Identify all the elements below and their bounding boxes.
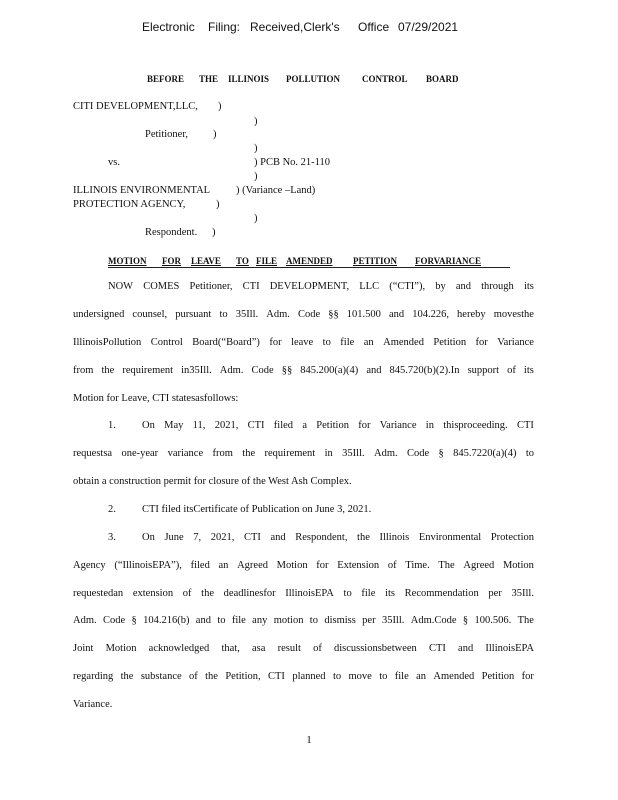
court-title-word: THE [199,74,219,84]
body-word: 35Ill. [342,448,365,459]
body-word: Extension [337,560,380,571]
body-word: an [416,671,427,682]
body-word: to [332,671,342,682]
body-word: The [438,560,455,571]
body-word: asa [252,643,266,654]
body-word: the [120,671,134,682]
caption-paren: ) [254,116,258,127]
body-word: IllinoisEPA [285,588,334,599]
body-word: Illinois [379,532,410,543]
body-word: Variance [497,337,534,348]
body-word: any [252,615,268,626]
body-word: a [302,420,307,431]
body-word: to [343,588,352,599]
body-word: undersigned [73,309,125,320]
body-word: support [467,365,500,376]
body-word: its [523,365,534,376]
body-word: to [379,671,388,682]
body-word: and [388,309,405,320]
body-word: requirement [264,448,316,459]
body-word: 2021, [210,532,235,543]
filing-label: Filing: [208,20,241,34]
motion-title-word: TO [236,256,249,266]
body-word: 104.226, [412,309,449,320]
body-word: Adm. [73,615,97,626]
body-line [142,420,534,431]
body-word: 35Ill. [235,309,259,320]
body-word: and [458,643,474,654]
body-word: and [195,615,211,626]
body-word: filed [190,560,210,571]
body-word: motion [273,615,304,626]
body-word: and [270,532,286,543]
body-word: counsel, [132,309,168,320]
body-word: Agreed [237,560,268,571]
body-word: the [201,588,214,599]
body-word: CTI [247,420,265,431]
respondent-label: Respondent. [145,227,198,238]
motion-title-underline [108,267,510,268]
body-word: Recommendation [404,588,479,599]
court-title-word: POLLUTION [286,74,341,84]
body-word: § [131,615,137,626]
motion-title-word: PETITION [353,256,398,266]
body-word: the [242,448,256,459]
body-word: NOW [108,281,134,292]
filing-office-label: Office [358,20,390,34]
body-word: CTI [243,532,261,543]
body-word: variance [167,448,204,459]
body-word: CTI [516,420,534,431]
body-word: Code [251,365,274,376]
body-line [73,337,534,348]
motion-title-word: MOTION [108,256,147,266]
body-word: Petitioner, [189,281,233,292]
court-title-word: ILLINOIS [228,74,270,84]
case-number: ) PCB No. 21-110 [254,157,331,168]
body-word: Motion [502,560,534,571]
body-word: leave [291,337,314,348]
body-word: On [142,532,155,543]
body-word: for [521,671,534,682]
body-word: of [507,365,516,376]
body-word: dismiss [324,615,356,626]
body-word: Motion [276,560,308,571]
body-word: file [231,615,246,626]
body-line [108,281,534,292]
body-word: in [425,420,434,431]
body-word: 845.200(a)(4) [300,365,359,376]
body-word: to [217,615,226,626]
body-word: Control [150,337,183,348]
body-word: of [313,643,322,654]
body-word: Time. [405,560,430,571]
body-word: June [164,532,184,543]
body-word: Amended [383,337,424,348]
body-word: Adm.Code [410,615,457,626]
body-word: file [394,671,409,682]
body-word: IllinoisPollution [73,337,142,348]
case-type: ) (Variance –Land) [236,185,316,196]
body-word: per [362,615,376,626]
paragraph-number: 1. [108,420,116,431]
caption-paren: ) [218,101,222,112]
body-word: in [324,448,333,459]
caption-paren: ) [254,143,258,154]
body-word: Joint [73,643,94,654]
body-word: and [455,281,472,292]
body-word: for [475,337,488,348]
body-line [73,309,534,320]
body-word: CTI [428,643,446,654]
body-line [142,532,534,543]
body-word: Agreed [463,560,495,571]
body-word: §§ [281,365,293,376]
body-word: from [212,448,233,459]
body-word: Amended [433,671,475,682]
body-word: Code [407,448,430,459]
body-word: CTI [268,671,285,682]
court-title-word: BOARD [426,74,459,84]
body-word: The [517,615,534,626]
body-word: and [366,365,382,376]
filing-received-label: Received,Clerk's [250,20,340,34]
caption-paren: ) [216,199,220,210]
petitioner-name: CITI DEVELOPMENT,LLC, [73,101,198,112]
body-word: per [488,588,502,599]
body-word: from [73,365,94,376]
body-word: for [316,560,329,571]
body-word: Respondent, [295,532,348,543]
body-word: 35Ill. [511,588,534,599]
respondent-name-line1: ILLINOIS ENVIRONMENTAL [73,185,211,196]
body-word: thisproceeding. [443,420,508,431]
body-word: 35Ill. [381,615,405,626]
body-word: result [277,643,301,654]
body-word: 2021, [214,420,239,431]
body-word: for [269,337,282,348]
court-title-word: BEFORE [147,74,185,84]
body-word: of [189,671,198,682]
body-word: an [363,337,374,348]
body-line: CTI filed itsCertificate of Publication on June 3, 2021. [142,504,372,515]
body-word: movesthe [493,309,534,320]
body-word: discussionsbetween [333,643,417,654]
motion-title-word: FORVARIANCE [415,256,482,266]
body-word: Adm. [266,309,290,320]
body-word: 11, [192,420,206,431]
body-word: one-year [121,448,159,459]
body-word: requestedan [73,588,124,599]
body-word: 845.7220(a)(4) [453,448,517,459]
body-word: Petition [433,337,467,348]
body-word: file [361,588,376,599]
body-word: to [219,309,228,320]
body-word: the [205,671,218,682]
body-word: § [438,448,444,459]
body-word: substance [140,671,182,682]
body-word: 101.500 [346,309,381,320]
body-word: Adm. [219,365,244,376]
body-word: deadlinesfor [223,588,276,599]
body-word: filed [273,420,294,431]
motion-title-word: FILE [256,256,278,266]
respondent-name-line2: PROTECTION AGENCY, [73,199,186,210]
body-word: 845.720(b)(2).In [389,365,460,376]
body-word: Petition, [225,671,261,682]
body-word: move [348,671,372,682]
caption-paren: ) [212,227,216,238]
body-word: Protection [490,532,534,543]
body-word: an [218,560,229,571]
body-line [73,560,534,571]
body-line [73,615,534,626]
body-word: requirement [122,365,174,376]
body-word: the [101,365,115,376]
body-word: 7, [193,532,202,543]
body-line: obtain a construction permit for closure of the West Ash Complex. [73,476,352,487]
body-word: On [142,420,155,431]
body-word: regarding [73,671,114,682]
caption-paren: ) [254,171,258,182]
body-word: its [523,281,534,292]
body-word: to [322,337,331,348]
body-word: Adm. [374,448,398,459]
body-word: hereby [457,309,486,320]
body-line [73,643,534,654]
body-word: § [462,615,469,626]
motion-title-word: AMENDED [286,256,333,266]
body-line: Motion for Leave, CTI statesasfollows: [73,393,239,404]
body-word: in35Ill. [181,365,212,376]
body-word: of [387,560,397,571]
motion-title-word: LEAVE [191,256,221,266]
page-number: 1 [306,734,312,746]
body-word: for [358,420,371,431]
body-word: to [309,615,318,626]
body-word: through [481,281,514,292]
body-line: Variance. [73,699,113,710]
body-word: (“IllinoisEPA”), [114,560,182,571]
body-word: May [164,420,184,431]
body-line [73,448,534,459]
caption-paren: ) [254,213,258,224]
versus-label: vs. [108,157,120,168]
body-word: Petition [481,671,515,682]
body-word: Agency [73,560,106,571]
body-word: the [357,532,370,543]
body-word: Board(“Board”) [192,337,260,348]
body-word: Code [297,309,321,320]
body-word: IllinoisEPA [485,643,534,654]
body-word: CTI [242,281,260,292]
paragraph-number: 2. [108,504,116,515]
filing-electronic-label: Electronic [142,20,195,34]
paragraph-number: 3. [108,532,116,543]
body-word: Motion [105,643,137,654]
petitioner-label: Petitioner, [145,129,189,140]
body-word: extension [132,588,174,599]
body-word: its [385,588,395,599]
body-line [73,671,534,682]
body-word: 104.216(b) [143,615,190,626]
body-word: file [340,337,355,348]
filing-date: 07/29/2021 [398,20,459,34]
body-word: pursuant [175,309,212,320]
body-word: to [525,448,534,459]
body-word: §§ [328,309,339,320]
body-word: Variance [379,420,417,431]
body-word: COMES [143,281,180,292]
body-word: of [182,588,192,599]
body-word: planned [292,671,326,682]
body-word: Environmental [418,532,482,543]
body-word: LLC [359,281,380,292]
body-word: by [435,281,446,292]
body-word: Petition [316,420,349,431]
court-title-word: CONTROL [362,74,408,84]
body-word: DEVELOPMENT, [269,281,350,292]
body-word: requestsa [73,448,113,459]
motion-title-word: FOR [162,256,181,266]
body-word: acknowledged [148,643,210,654]
body-word: Code [102,615,126,626]
body-word: (“CTI”), [389,281,426,292]
body-word: that, [221,643,240,654]
body-line [73,588,534,599]
caption-paren: ) [213,129,217,140]
body-word: 100.506. [474,615,512,626]
body-line [73,365,534,376]
